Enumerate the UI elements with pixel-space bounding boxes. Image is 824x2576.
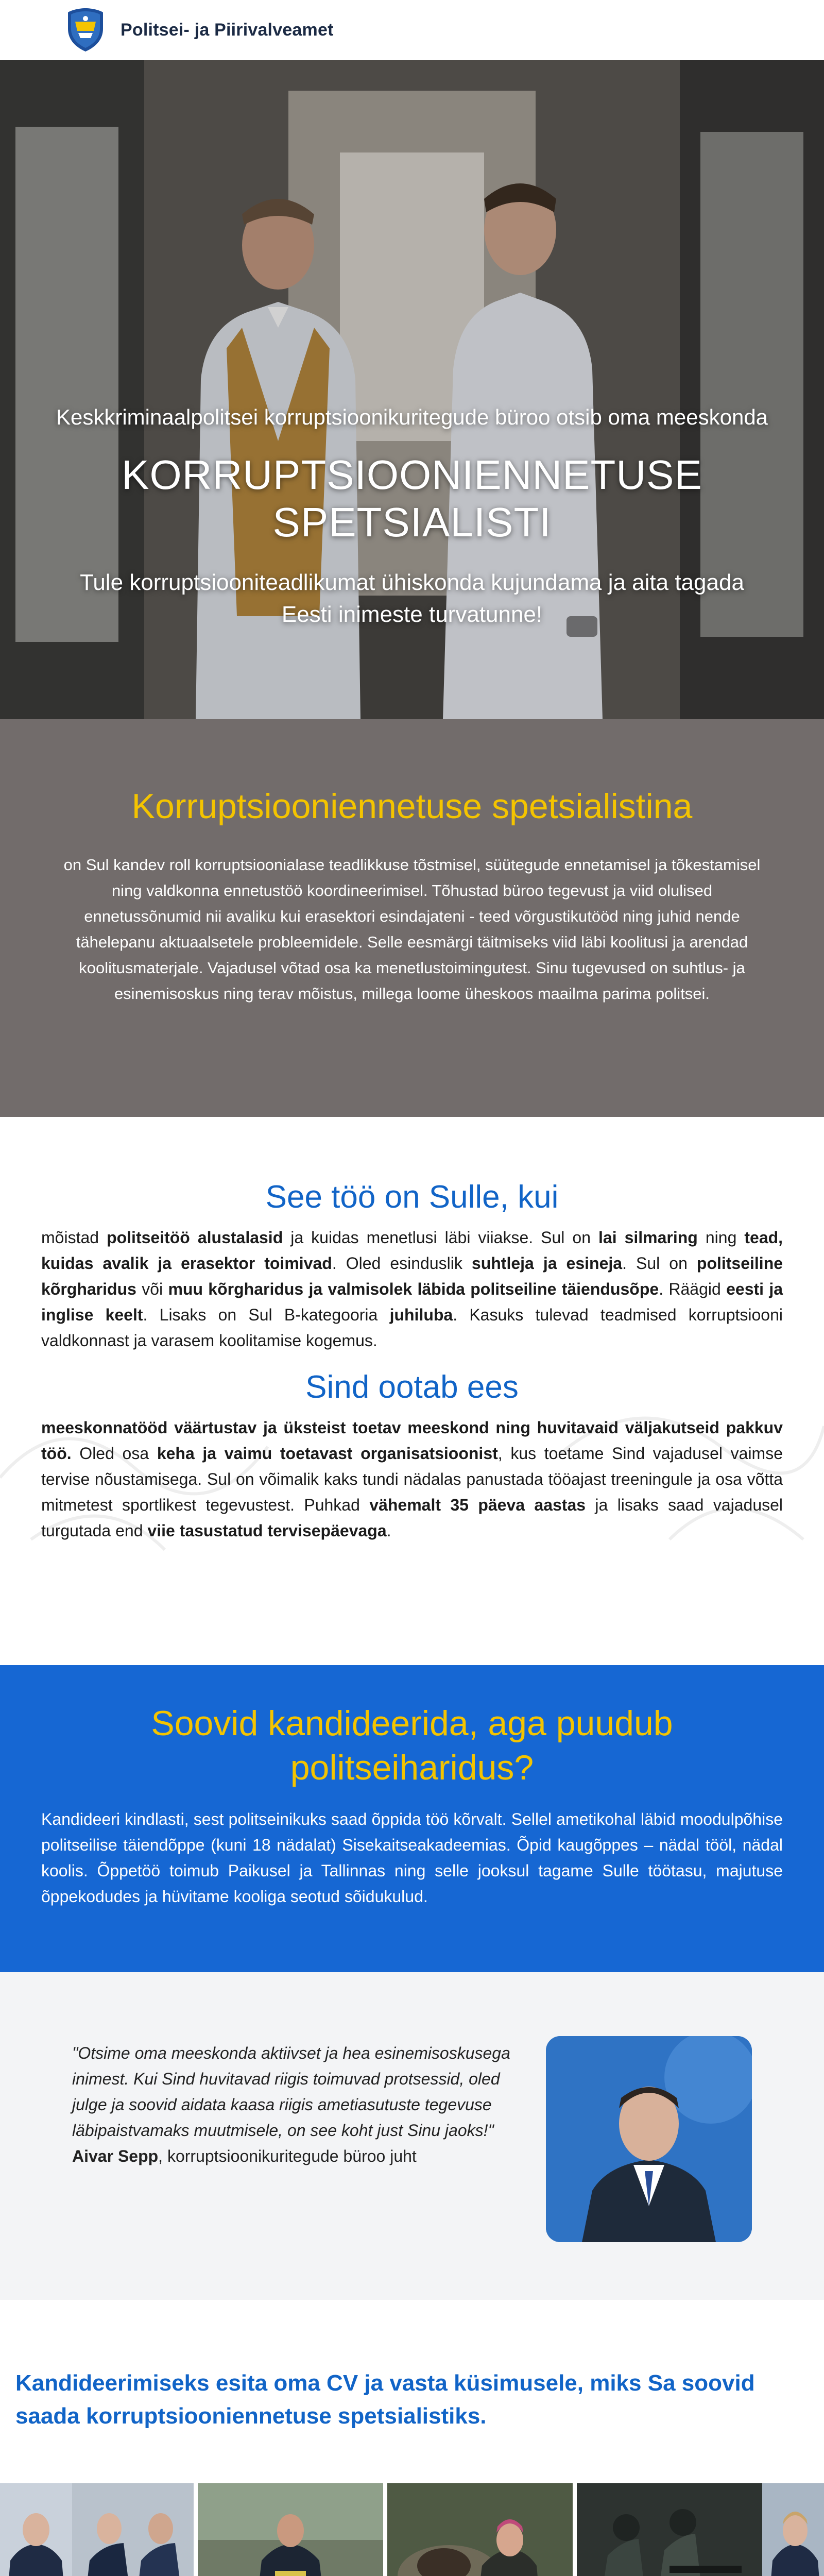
strip-divider: [194, 2483, 198, 2576]
quote-author-photo: [546, 2036, 752, 2242]
cta-text: Kandideerimiseks esita oma CV ja vasta küsimusele, miks Sa soovid saada korruptsiooniennetuse spetsialistiks.: [15, 2370, 755, 2429]
cta-section: [0, 2300, 824, 2483]
site-header: [0, 0, 824, 60]
text-span: . Oled esinduslik: [332, 1254, 472, 1273]
text-span: või: [136, 1280, 168, 1298]
text-bold: juhiluba: [389, 1306, 453, 1324]
offer-text: [41, 1415, 783, 1544]
strip-photo-k9: [387, 2483, 573, 2576]
text-bold: muu kõrgharidus ja valmisolek läbida politseiline täiendusõpe: [168, 1280, 659, 1298]
text-span: .: [386, 1521, 391, 1540]
job-details-section: [0, 1117, 824, 1665]
quote-text: "Otsime oma meeskonda aktiivset ja hea esinemisoskusega inimest. Kui Sind huvitavad riigis toimuvad protsessid, oled julge ja soovid aidata kaasa riigis ametiasutuste tegevuse läbipaistvamaks muutmisele, on see koht just Sinu jaoks!": [72, 2044, 510, 2140]
hero-supertitle: Keskkriminaalpolitsei korruptsioonikuritegude büroo otsib oma meeskonda: [56, 405, 768, 429]
strip-photo-officers: [0, 2483, 72, 2576]
strip-photo-officer-woman: [762, 2483, 824, 2576]
text-span: ja lisaks saad vajadusel turgutada end: [41, 1496, 783, 1540]
quote-author: Aivar Sepp: [72, 2147, 159, 2165]
section-title-job-fit: See töö on Sulle, kui: [265, 1179, 559, 1215]
quote-author-role: , korruptsioonikuritegude büroo juht: [158, 2147, 417, 2165]
job-fit-text: [41, 1225, 783, 1353]
text-bold: eesti ja inglise keelt: [41, 1280, 783, 1324]
intro-section: [0, 719, 824, 1117]
strip-photo-officer-portrait: [198, 2483, 383, 2576]
hero-banner: [0, 60, 824, 719]
photo-strip: [0, 2483, 824, 2576]
text-span: Oled osa: [71, 1444, 157, 1463]
intro-text: on Sul kandev roll korruptsioonialase teadlikkuse tõstmisel, süütegude ennetamisel ja tõkestamisel ning valdkonna ennetustöö koordineerimisel. Tõhustad büroo tegevust ja viid olulised ennetussõnumid nii avaliku kui erasektori esindajateni - teed võrgustikutööd ning juhid nende tähelepanu aktuaalsetele probleemidele. Selle eesmärgi täitmiseks viid läbi koolitusi ja arendad koolitusmaterjale. Vajadusel võtad osa ka menetlustoimingutest. Sinu tugevused on suhtlus- ja esinemisoskus ning terav mõistus, millega loome üheskoos maailma parima politsei.: [63, 856, 761, 1003]
text-span: , kus toetame Sind vajadusel vaimse tervise nõustamisega. Sul on võimalik kaks tundi nädalas panustada tööajast treeningule ja osa võtta mitmetest sportlikest tegevustest. Puhkad: [41, 1444, 783, 1514]
text-span: . Sul on: [622, 1254, 697, 1273]
text-span: ja kuidas menetlusi läbi viiakse. Sul on: [283, 1228, 598, 1247]
intro-title: Korruptsiooniennetuse spetsialistina: [131, 787, 693, 826]
hero-subtitle: Tule korruptsiooniteadlikumat ühiskonda kujundama ja aita tagada Eesti inimeste turvatunne!: [80, 570, 744, 627]
quote-block: [72, 2040, 515, 2169]
text-bold: tead, kuidas avalik ja erasektor toimivad: [41, 1228, 783, 1273]
text-bold: politseitöö alustalasid: [107, 1228, 283, 1247]
text-bold: viie tasustatud tervisepäevaga: [147, 1521, 387, 1540]
text-bold: suhtleja ja esineja: [471, 1254, 623, 1273]
no-education-section: [0, 1665, 824, 1972]
text-bold: meeskonnatööd väärtustav ja üksteist toetav meeskond ning huvitavaid väljakutseid pakkuv töö.: [41, 1418, 783, 1463]
section-title-offer: Sind ootab ees: [305, 1369, 519, 1405]
strip-divider: [383, 2483, 387, 2576]
police-emblem-icon[interactable]: [66, 6, 105, 54]
strip-divider: [573, 2483, 577, 2576]
site-logo-text[interactable]: Politsei- ja Piirivalveamet: [121, 20, 334, 40]
text-bold: politseiline kõrgharidus: [41, 1254, 783, 1298]
quote-section: [0, 1972, 824, 2300]
text-span: ning: [697, 1228, 745, 1247]
text-span: . Kasuks tulevad teadmised korruptsiooni valdkonnast ja varasem koolitamise kogemus.: [41, 1306, 783, 1350]
text-span: mõistad: [41, 1228, 107, 1247]
no-education-text: Kandideeri kindlasti, sest politseinikuks saad õppida töö kõrvalt. Sellel ametikohal läbid moodulpõhise politseilise täiendõppe (kuni 18 nädalat) Sisekaitseakadeemias. Õpid kaugõppes – nädal tööl, nädal koolis. Õppetöö toimub Paikusel ja Tallinnas ning selle jooksul tagame Sulle töötasu, majutuse õppekodudes ja hüvitame kooliga seotud sõidukulud.: [41, 1810, 783, 1906]
text-span: . Lisaks on Sul B-kategooria: [143, 1306, 390, 1324]
text-span: . Räägid: [659, 1280, 727, 1298]
text-bold: keha ja vaimu toetavast organisatsioonist: [157, 1444, 498, 1463]
text-bold: vähemalt 35 päeva aastas: [369, 1496, 586, 1514]
strip-photo-special-forces: [577, 2483, 762, 2576]
text-bold: lai silmaring: [598, 1228, 698, 1247]
no-education-title: Soovid kandideerida, aga puudub politseiharidus?: [151, 1704, 673, 1787]
hero-title: KORRUPTSIOONIENNETUSE SPETSIALISTI: [122, 452, 702, 545]
strip-photo-team: [72, 2483, 194, 2576]
portrait-image: [546, 2036, 752, 2242]
